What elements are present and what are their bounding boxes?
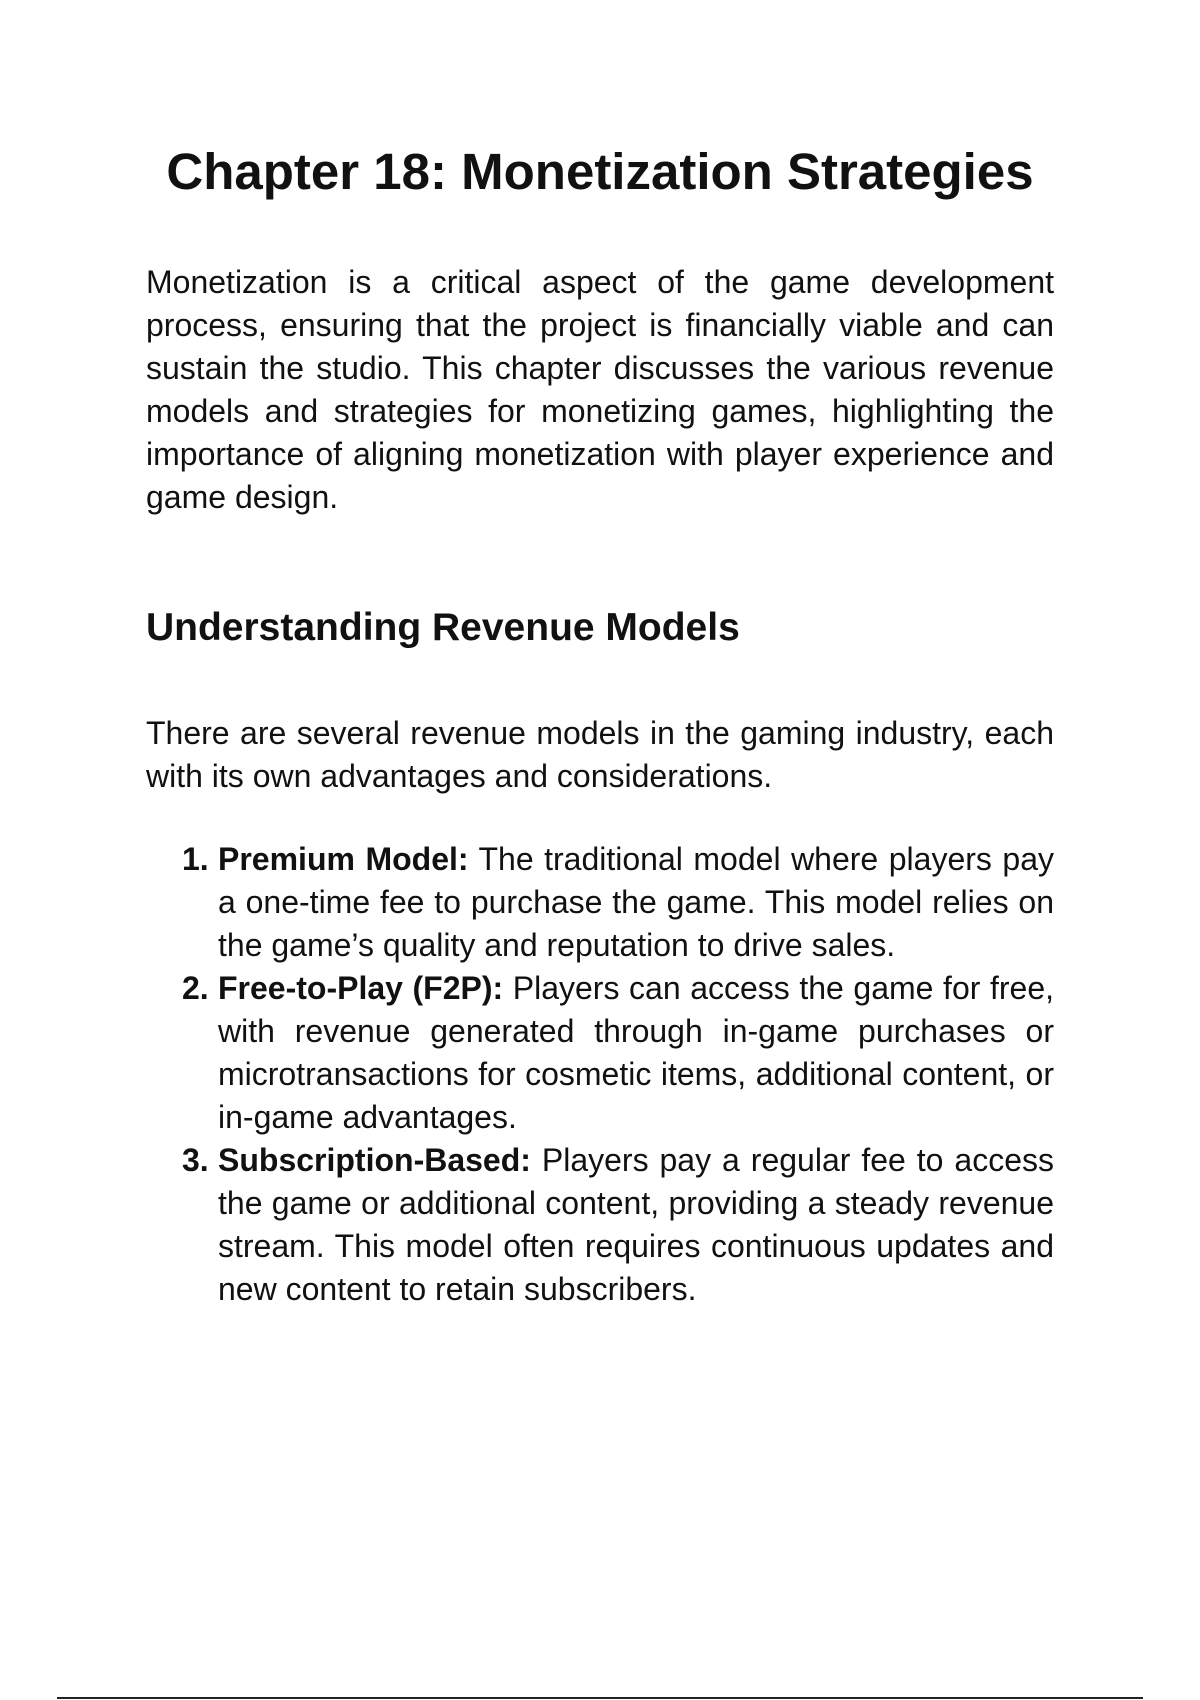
revenue-model-description: Players pay a regular fee to access the game or additional content, providing a steady revenue stream. This model often requires continuous updates and new content to retain subscribers. (218, 1142, 1054, 1307)
chapter-intro-paragraph: Monetization is a critical aspect of the game development process, ensuring that the project is financially viable and can sustain the studio. This chapter discusses the various revenue models and strategies for monetizing games, highlighting the importance of aligning monetization with player experience and game design. (146, 264, 1054, 515)
revenue-model-name: Subscription-Based: (218, 1142, 531, 1178)
revenue-model-description: The traditional model where players pay a one-time fee to purchase the game. This model relies on the game’s quality and reputation to drive sales. (218, 841, 1055, 963)
revenue-model-premium (146, 838, 1054, 967)
revenue-model-list (146, 838, 1054, 1311)
revenue-model-name: Free-to-Play (F2P): (218, 970, 504, 1006)
revenue-model-free-to-play (146, 967, 1054, 1139)
revenue-model-subscription (146, 1139, 1054, 1311)
section-heading: Understanding Revenue Models (146, 606, 740, 649)
list-number: 2. (182, 970, 209, 1006)
list-number: 1. (182, 841, 209, 877)
revenue-model-description: Players can access the game for free, with revenue generated through in-game purchases or microtransactions for cosmetic items, additional content, or in-game advantages. (218, 970, 1055, 1135)
list-number: 3. (182, 1142, 209, 1178)
chapter-title: Chapter 18: Monetization Strategies (166, 143, 1034, 200)
footer-divider (57, 1697, 1143, 1699)
section-lead-paragraph: There are several revenue models in the gaming industry, each with its own advantages and considerations. (146, 715, 1054, 794)
revenue-model-name: Premium Model: (218, 841, 469, 877)
